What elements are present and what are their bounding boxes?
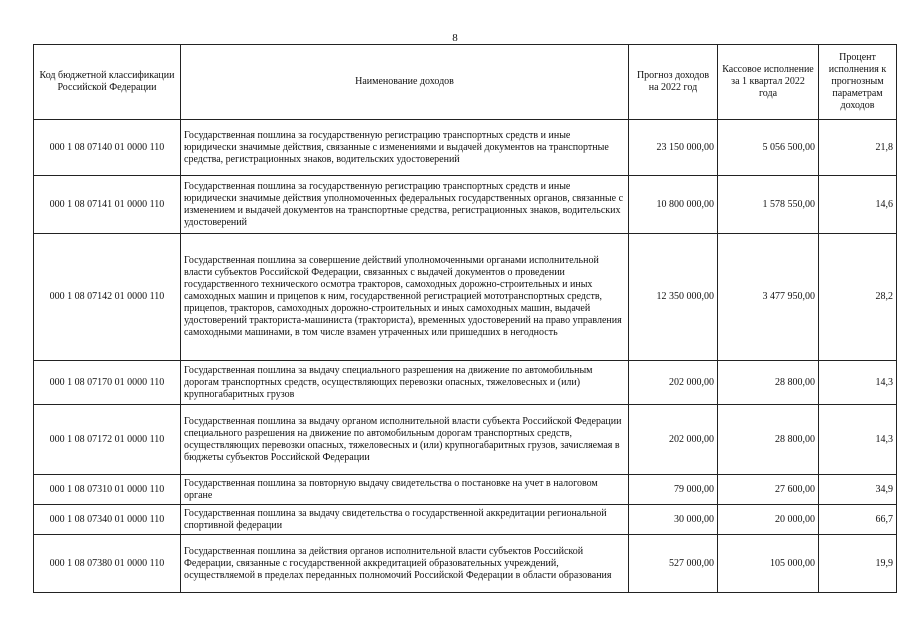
row-code: 000 1 08 07172 01 0000 110 — [34, 405, 181, 475]
row-code: 000 1 08 07170 01 0000 110 — [34, 361, 181, 405]
row-name: Государственная пошлина за выдачу свидетельства о государственной аккредитации региональной спортивной федерации — [181, 505, 629, 535]
row-plan: 527 000,00 — [629, 535, 718, 593]
row-execution: 27 600,00 — [718, 475, 819, 505]
table-row — [34, 405, 897, 475]
table-row — [34, 176, 897, 234]
row-code: 000 1 08 07141 01 0000 110 — [34, 176, 181, 234]
row-percent: 28,2 — [819, 234, 897, 361]
row-percent: 14,6 — [819, 176, 897, 234]
table-row — [34, 120, 897, 176]
row-code: 000 1 08 07340 01 0000 110 — [34, 505, 181, 535]
revenue-table — [33, 44, 897, 593]
row-execution: 20 000,00 — [718, 505, 819, 535]
row-plan: 202 000,00 — [629, 361, 718, 405]
row-plan: 10 800 000,00 — [629, 176, 718, 234]
row-execution: 28 800,00 — [718, 361, 819, 405]
row-plan: 23 150 000,00 — [629, 120, 718, 176]
table-body — [34, 120, 897, 593]
row-execution: 5 056 500,00 — [718, 120, 819, 176]
row-code: 000 1 08 07310 01 0000 110 — [34, 475, 181, 505]
row-name: Государственная пошлина за выдачу органом исполнительной власти субъекта Российской Федерации специального разрешения на движение по автомобильным дорогам транспортных средств, осуществляющих перевозки опасных, тяжеловесных и (или) крупногабаритных грузов, зачисляемая в бюджеты субъектов Российской Федерации — [181, 405, 629, 475]
table-row — [34, 234, 897, 361]
row-plan: 12 350 000,00 — [629, 234, 718, 361]
row-name: Государственная пошлина за государственную регистрацию транспортных средств и иные юридически значимые действия уполномоченных федеральных государственных органов, связанные с изменением и выдачей документов на транспортные средства, регистрационных знаков, водительских удостоверений — [181, 176, 629, 234]
table-row — [34, 475, 897, 505]
row-percent: 14,3 — [819, 405, 897, 475]
row-plan: 79 000,00 — [629, 475, 718, 505]
header-percent: Процент исполнения к прогнозным параметрам доходов — [819, 45, 897, 120]
row-execution: 1 578 550,00 — [718, 176, 819, 234]
row-name: Государственная пошлина за совершение действий уполномоченными органами исполнительной власти субъектов Российской Федерации, связанных с выдачей документов о проведении государственного технического осмотра тракторов, самоходных дорожно-строительных и иных самоходных машин и прицепов к ним, государственной регистрацией мототранспортных средств, прицепов, тракторов, самоходных дорожно-строительных и иных самоходных машин, выдачей удостоверений тракториста-машиниста (тракториста), временных удостоверений на право управления самоходными машинами, в том числе взамен утраченных или пришедших в негодность — [181, 234, 629, 361]
table-header — [34, 45, 897, 120]
header-name: Наименование доходов — [181, 45, 629, 120]
header-row — [34, 45, 897, 120]
row-name: Государственная пошлина за действия органов исполнительной власти субъектов Российской Федерации, связанные с государственной аккредитацией образовательных учреждений, осуществляемой в пределах переданных полномочий Российской Федерации в области образования — [181, 535, 629, 593]
row-code: 000 1 08 07142 01 0000 110 — [34, 234, 181, 361]
row-percent: 14,3 — [819, 361, 897, 405]
header-execution: Кассовое исполнение за 1 квартал 2022 года — [718, 45, 819, 120]
row-name: Государственная пошлина за повторную выдачу свидетельства о постановке на учет в налоговом органе — [181, 475, 629, 505]
row-name: Государственная пошлина за государственную регистрацию транспортных средств и иные юридически значимые действия, связанные с изменениями и выдачей документов на транспортные средства, регистрационных знаков, водительских удостоверений — [181, 120, 629, 176]
table-row — [34, 535, 897, 593]
row-code: 000 1 08 07380 01 0000 110 — [34, 535, 181, 593]
row-plan: 30 000,00 — [629, 505, 718, 535]
row-execution: 3 477 950,00 — [718, 234, 819, 361]
row-execution: 105 000,00 — [718, 535, 819, 593]
row-percent: 66,7 — [819, 505, 897, 535]
row-code: 000 1 08 07140 01 0000 110 — [34, 120, 181, 176]
row-percent: 21,8 — [819, 120, 897, 176]
header-plan: Прогноз доходов на 2022 год — [629, 45, 718, 120]
table-row — [34, 361, 897, 405]
row-execution: 28 800,00 — [718, 405, 819, 475]
table-row — [34, 505, 897, 535]
row-percent: 34,9 — [819, 475, 897, 505]
row-percent: 19,9 — [819, 535, 897, 593]
row-name: Государственная пошлина за выдачу специального разрешения на движение по автомобильным дорогам транспортных средств, осуществляющих перевозки опасных, тяжеловесных и (или) крупногабаритных грузов — [181, 361, 629, 405]
header-code: Код бюджетной классификации Российской Федерации — [34, 45, 181, 120]
row-plan: 202 000,00 — [629, 405, 718, 475]
page-number: 8 — [452, 32, 458, 44]
